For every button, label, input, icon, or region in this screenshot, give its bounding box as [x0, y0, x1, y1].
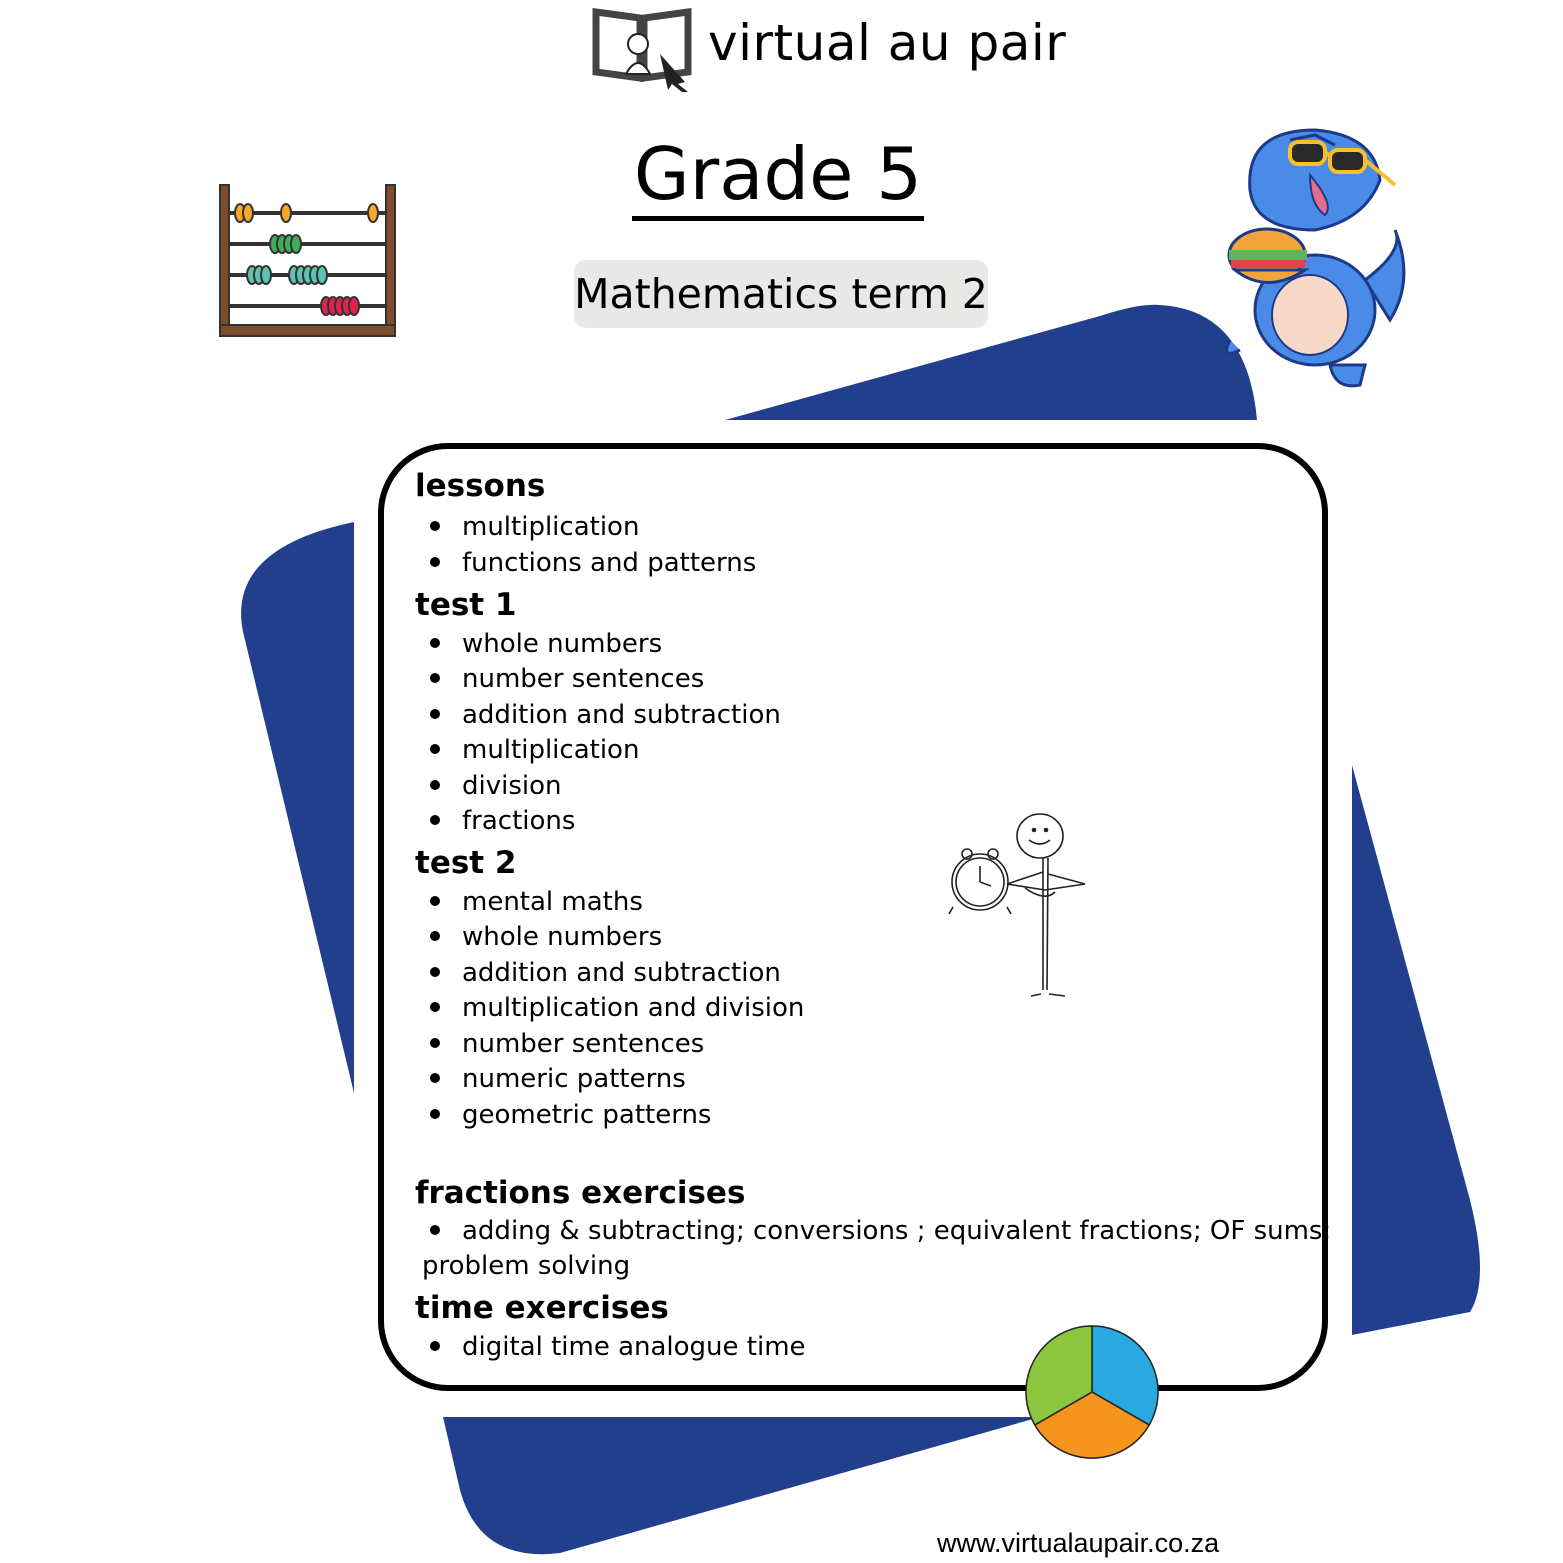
list-item: whole numbers: [424, 921, 662, 953]
list-item: digital time analogue time: [424, 1331, 806, 1363]
list-item: whole numbers: [424, 628, 662, 660]
list-item: functions and patterns: [424, 547, 756, 579]
abacus-icon: [218, 183, 398, 338]
list-item: multiplication: [424, 511, 639, 543]
pie-icon: [1024, 1324, 1160, 1460]
list-item: mental maths: [424, 886, 643, 918]
lessons-heading: lessons: [415, 468, 546, 504]
list-item: number sentences: [424, 1028, 704, 1060]
list-item: number sentences: [424, 663, 704, 695]
book-teacher-icon: [590, 4, 700, 92]
subtitle-badge: Mathematics term 2: [574, 260, 988, 328]
list-item: addition and subtraction: [424, 957, 781, 989]
website-url: www.virtualaupair.co.za: [937, 1528, 1220, 1558]
test2-heading: test 2: [415, 845, 517, 881]
list-item: geometric patterns: [424, 1099, 711, 1131]
page-title: Grade 5: [560, 132, 996, 216]
list-item: multiplication: [424, 734, 639, 766]
list-item: adding & subtracting; conversions ; equivalent fractions; OF sums;: [424, 1215, 1331, 1247]
list-item: numeric patterns: [424, 1063, 686, 1095]
list-item: fractions: [424, 805, 575, 837]
list-item: multiplication and division: [424, 992, 804, 1024]
list-item: addition and subtraction: [424, 699, 781, 731]
list-item-continuation: problem solving: [422, 1251, 631, 1281]
list-item: division: [424, 770, 562, 802]
fractions-heading: fractions exercises: [415, 1175, 746, 1211]
test1-heading: test 1: [415, 587, 517, 623]
dinosaur-icon: [1215, 120, 1415, 395]
time-heading: time exercises: [415, 1290, 669, 1326]
stickman-clock-icon: [945, 812, 1095, 1002]
brand-name: virtual au pair: [708, 14, 1067, 72]
